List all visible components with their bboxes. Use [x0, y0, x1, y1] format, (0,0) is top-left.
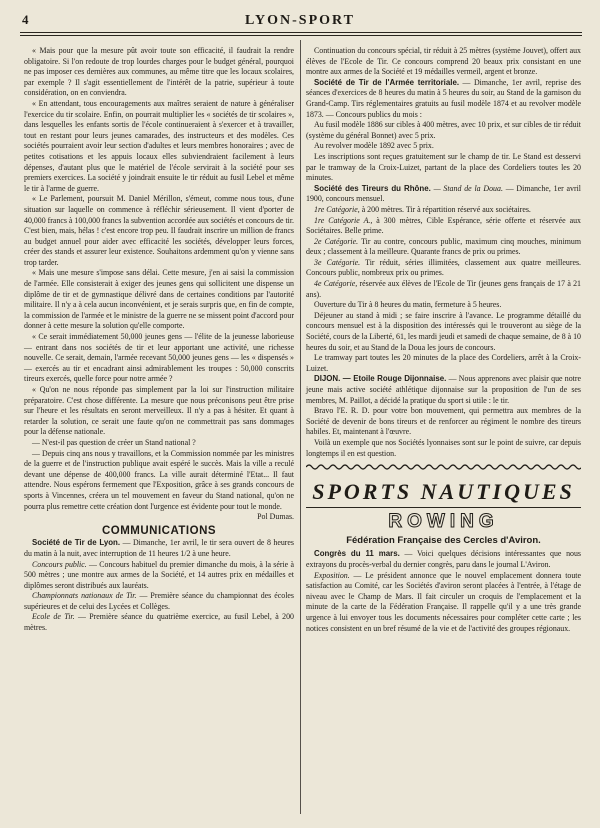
communication-item [306, 571, 581, 635]
paragraph: « Mais pour que la mesure pût avoir toute son efficacité, il faudrait la rendre obligatoire. Si l'on redoute de trop lourdes charges pour le budget général, pourquoi ne pas imposer ces dernières aux communes, au même titre que les locaux scolaires, par exemple ? Il s'agit essentiellement de l'intérêt de la patrie, supérieur à toute considération, on en conviendra. [24, 46, 294, 98]
item-title: Congrès du 11 mars. [314, 549, 400, 559]
category-title: 1re Catégorie A., [314, 215, 373, 225]
item-text: — Voici quelques décisions intéressantes que nous extrayons du procès-verbal du dernier congrès, paru dans le journal L'Aviron. [306, 549, 581, 569]
paragraph: — Depuis cinq ans nous y travaillons, et la Commission nommée par les ministres de la guerre et de l'instruction publique avait espéré le succès. Mais la ville a reculé devant une dépense de 400,000 francs. La ville aurait déterminé l'Etat... Il faut attendre. Nous espérons fermement que l'Exposition, grâce à ses grands concours de sports à Vincennes, créera un tel mouvement en faveur du Stand national, qu'on ne pourra plus remettre cette création dont l'urgence est évidente pour tout le monde. [24, 448, 294, 511]
item-text: — Dimanche, 1er avril 1900, concours mensuel. [306, 183, 581, 204]
communication-item [306, 549, 581, 570]
item-title: Ecole de Tir. [32, 612, 75, 622]
paragraph: Les inscriptions sont reçues gratuitement sur le champ de tir. Le Stand est desservi par le tramway de la Croix-Luizet, partant de la place des Cordeliers toutes les 20 minutes. [306, 151, 581, 183]
paragraph: Au fusil modèle 1886 sur cibles à 400 mètres, avec 10 prix, et sur cibles de tir réduit (système du général Bonnet) avec 5 prix. [306, 120, 581, 140]
category-title: 3e Catégorie. [314, 257, 361, 267]
item-title: DIJON. — Etoile Rouge Dijonnaise. [314, 374, 447, 384]
paragraph: « Qu'on ne nous réponde pas simplement par la loi sur l'instruction militaire préparatoire. C'est chose différente. La mesure que nous préconisons peut être prise sur l'heure et les résultats en seront merveilleux. Il n'y a pas à hésiter. Et quant à retarder la solution, ce serait une faute qu'on ne commettrait pas sans dommages pour la défense nationale. [24, 385, 294, 437]
paragraph: Bravo l'E. R. D. pour votre bon mouvement, qui permettra aux membres de la Société de devenir de bons tireurs et de renforcer au régiment le nombre des tireurs habiles. Et, maintenant à l'œuvre. [306, 406, 581, 437]
category-text: Tir réduit, séries illimitées, classement aux quatre meilleures. Concours public, nombreux prix ou primes. [306, 257, 582, 278]
sports-nautiques-heading: SPORTS NAUTIQUES [312, 478, 575, 504]
category-item [306, 258, 581, 279]
item-text: — Première séance du quatrième exercice, au fusil Lebel, à 200 mètres. [24, 612, 294, 633]
masthead: LYON-SPORT [244, 13, 355, 28]
page-number: 4 [22, 12, 29, 27]
paragraph: — N'est-il pas question de créer un Stand national ? [32, 437, 196, 447]
communication-item [24, 591, 294, 612]
communication-item [306, 184, 581, 205]
paragraph: Le tramway part toutes les 20 minutes de la place des Cordeliers, arrêt à la Croix-Luizet. [306, 353, 581, 373]
category-text: à 300 mètres, Cible Espérance, série offerte et réservée aux Sociétaires. Belle prime. [306, 215, 581, 236]
paragraph: « Le Parlement, poursuit M. Daniel Mérillon, s'émeut, comme nous tous, d'une situation sur laquelle on commence à réfléchir sérieusement. Il vient d'porter de 40,000 francs à 100,000 francs la subvention accordée aux sociétés et concours de tir. C'est bien, mais, hélas ! c'est encore trop peu. Il faudrait inscrire un million de francs au budget annuel pour aider avec efficacité les sociétés, développer leurs forces, créer des stands et assurer leur existence. Souhaitons ardemment qu'on y vienne sans trop tarder. [24, 194, 294, 267]
paragraph: Au revolver modèle 1892 avec 5 prix. [314, 141, 434, 151]
item-title: Société de Tir de Lyon. [32, 538, 121, 548]
category-text: réservée aux élèves de l'Ecole de Tir (jeunes gens français de 17 à 21 ans). [306, 279, 581, 299]
category-item [306, 237, 581, 258]
item-title: Exposition. [314, 570, 350, 580]
author-signature: Pol Dumas. [257, 512, 294, 522]
category-title: 1re Catégorie, [314, 204, 360, 214]
rowing-heading: ROWING [388, 510, 499, 532]
item-title: Société de Tir de l'Armée territoriale. [314, 77, 460, 87]
communications-heading: COMMUNICATIONS [101, 524, 217, 537]
item-title: Championnats nationaux de Tir. [32, 591, 137, 601]
paragraph: « En attendant, tous encouragements aux maîtres seraient de nature à généraliser l'exercice du tir scolaire. Enfin, on pourrait multiplier les « sociétés de tir scolaires », dans lesquelles les enfants sortis de l'école continueraient à s'exercer et à travailler, tout en restant pour leurs jeunes camarades, des instructeurs et des modèles. Ces sociétés pourraient avoir leur section d'adultes et leurs membres honoraires ; avec de petites cotisations et les appuis locaux elles subviendraient facilement à leurs dépenses, d'autant plus que le matériel de l'école servirait à la société pour ses premiers exercices. La société y joindrait ensuite le tir réduit au fusil Lebel et même le tir à l'arme de guerre. [24, 98, 294, 193]
communication-item [306, 78, 581, 120]
item-text: — Nous apprenons avec plaisir que notre jeune mais active société athlétique dijonnaise sur la proposition de l'un de ses membres, M. Paillot, a décidé la pratique du sport si utile : le tir. [306, 374, 581, 405]
paragraph: Continuation du concours spécial, tir réduit à 25 mètres (système Jouvet), offert aux élèves de l'Ecole de Tir. Ce concours comprend 20 beaux prix consistant en une montre aux armes de la Société et 19 médailles vermeil, argent et bronze. [306, 46, 581, 77]
category-item [306, 205, 581, 216]
paragraph: Ouverture du Tir à 8 heures du matin, fermeture à 5 heures. [314, 300, 502, 310]
communication-item [24, 612, 294, 633]
paragraph: « Mais une mesure s'impose sans délai. Cette mesure, j'en ai saisi la commission de l'armée. Elle consisterait à exiger des jeunes gens qui sollicitent une dispense un diplôme de tir et de gymnastique délivré dans de certaines conditions par l'autorité militaire. Il n'y a à cela aucun inconvénient, et je serais surpris que, en fin de compte, la commission de l'armée et le ministre de la guerre ne se missent point d'accord pour donner à cette mesure la solution qu'elle comporte. [24, 268, 294, 331]
category-item [306, 216, 581, 237]
column-divider [300, 40, 301, 814]
communication-item [24, 560, 294, 592]
paragraph: Déjeuner au stand à midi ; se faire inscrire à l'avance. Le programme détaillé du concours mensuel est à la disposition des intéressés qui le trouveront au siège de la Société, cours de la Liberté, 61, les mardi jeudi et samedi de chaque semaine, de 8 à 10 heures du soir, et au Stand de la Doua les jours de concours. [306, 310, 581, 352]
item-text: — Concours habituel du premier dimanche du mois, à la série à 500 mètres ; une montre aux armes de la Société, et 14 autres prix en médailles et diplômes seront distribués aux lauréats. [24, 559, 294, 590]
item-text: — Première séance du championnat des écoles supérieures et de celui des Lycées et Collèges. [24, 591, 294, 611]
federation-heading: Fédération Française des Cercles d'Aviron. [346, 534, 541, 546]
category-item [306, 279, 581, 300]
right-column [306, 46, 581, 634]
communication-item [306, 374, 581, 406]
item-title: Concours public. [32, 559, 87, 569]
communication-item [24, 538, 294, 559]
header-rule [20, 32, 582, 36]
item-subtitle: — Stand de la Doua. [430, 183, 503, 193]
category-title: 4e Catégorie, [314, 279, 358, 289]
left-column [24, 46, 294, 634]
item-text: — Dimanche, 1er avril, le tir sera ouvert de 8 heures du matin à la nuit, avec interruption de 11 heures 1/2 à une heure. [24, 538, 294, 558]
paragraph: Voilà un exemple que nos Sociétés lyonnaises sont sur le point de suivre, car depuis longtemps il en est question. [306, 437, 581, 458]
category-title: 2e Catégorie. [314, 236, 359, 246]
section-rule [306, 507, 581, 508]
wavy-divider [306, 463, 581, 471]
paragraph: « Ce serait immédiatement 50,000 jeunes gens — l'élite de la jeunesse laborieuse — entrant dans nos sociétés de tir et leur apportant une activité, une richesse nouvelle. Ce serait, demain, l'armée recevant 50,000 jeunes gens — les « dispensés » — exercés au tir et encadrant ainsi admirablement les troupes : 50,000 conscrits tireurs exercés, quelle force pour notre armée ? [24, 332, 294, 384]
category-text: à 200 mètres. Tir à répartition réservé aux sociétaires. [359, 204, 531, 214]
item-title: Société des Tireurs du Rhône. [314, 183, 431, 193]
category-text: Tir au contre, concours public, maximum cinq mouches, minimum deux ; classement à la meilleure. Quarante francs de prix ou primes. [306, 236, 581, 257]
item-text: — Le président annonce que le nouvel emplacement donnera toute satisfaction au Comité, car les Sociétés d'aviron seront placées à l'entrée, à l'étage de niveau avec le Champ de Mars. Il fait circuler un croquis de l'emplacement et la minute de la carte de la Fédération Française. Il rappelle qu'il y a une très grande urgence à lui envoyer tous les documents nécessaires pour compléter cette carte ; les notices consistent en un bref résumé de la vie et de l'activité des groupes régionaux. [306, 570, 581, 633]
item-text: — Dimanche, 1er avril, reprise des séances d'exercices de 8 heures du matin à 5 heures du soir, au Stand de la garnison du Grand-Camp. Tirs réglementaires gratuits au fusil modèle 1874 et au revolver modèle 1873. — Concours publics du mois : [306, 77, 581, 119]
